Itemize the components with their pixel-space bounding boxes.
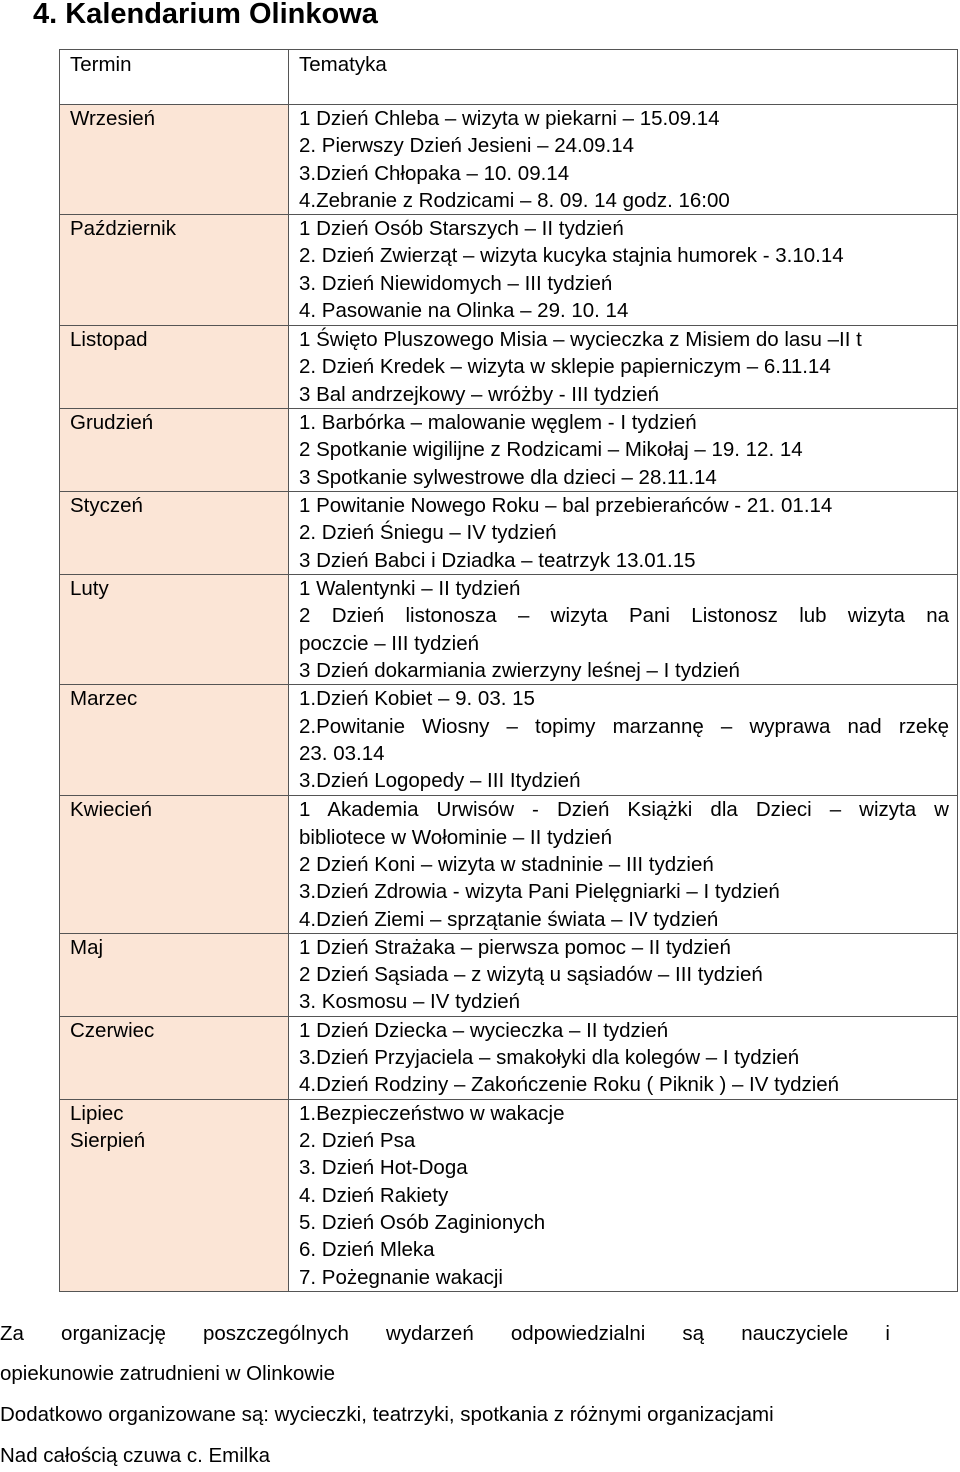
event-item: 1 Dzień Dziecka – wycieczka – II tydzień <box>299 1018 669 1042</box>
event-item: 2. Pierwszy Dzień Jesieni – 24.09.14 <box>299 134 635 158</box>
month-label: Marzec <box>70 687 138 711</box>
event-item: 1 Święto Pluszowego Misia – wycieczka z Misiem do lasu –II t <box>299 328 862 352</box>
event-item: 1 Powitanie Nowego Roku – bal przebierańców - 21. 01.14 <box>299 494 833 518</box>
topic-cell <box>289 933 958 1016</box>
event-item: 3. Dzień Hot-Doga <box>299 1156 468 1180</box>
month-cell <box>60 933 289 1016</box>
event-item: 4.Dzień Ziemi – sprzątanie świata – IV tydzień <box>299 907 719 931</box>
month-label: Kwiecień <box>70 798 153 822</box>
event-item: 2 Dzień Sąsiada – z wizytą u sąsiadów – III tydzień <box>299 963 763 987</box>
month-label: Luty <box>70 577 109 601</box>
footer-line-3: Dodatkowo organizowane są: wycieczki, teatrzyki, spotkania z różnymi organizacjami <box>0 1403 774 1426</box>
event-item: 4. Pasowanie na Olinka – 29. 10. 14 <box>299 299 629 323</box>
footer-line-1: Za organizację poszczególnych wydarzeń odpowiedzialni są nauczyciele i <box>0 1322 890 1345</box>
event-item: poczcie – III tydzień <box>299 631 480 655</box>
footer-line-4: Nad całością czuwa c. Emilka <box>0 1444 271 1467</box>
topic-cell <box>289 215 958 326</box>
month-cell <box>60 1016 289 1099</box>
event-item: 1.Bezpieczeństwo w wakacje <box>299 1101 565 1125</box>
month-label: Lipiec <box>70 1101 124 1125</box>
event-item: 2 Spotkanie wigilijne z Rodzicami – Mikołaj – 19. 12. 14 <box>299 438 803 462</box>
table-row <box>60 105 958 215</box>
header-term: Termin <box>60 50 289 105</box>
month-label: Październik <box>70 217 176 241</box>
event-item: 3 Spotkanie sylwestrowe dla dzieci – 28.11.14 <box>299 465 717 489</box>
event-item: bibliotece w Wołominie – II tydzień <box>299 825 612 849</box>
topic-cell <box>289 1016 958 1099</box>
topic-cell <box>289 409 958 492</box>
month-cell <box>60 575 289 685</box>
event-item: 3 Dzień dokarmiania zwierzyny leśnej – I tydzień <box>299 659 740 683</box>
month-cell <box>60 492 289 575</box>
event-item: 1 Walentynki – II tydzień <box>299 577 521 601</box>
event-item: 3 Bal andrzejkowy – wróżby - III tydzień <box>299 382 660 406</box>
table-row <box>60 409 958 492</box>
table-header-row <box>60 50 958 105</box>
month-label: Listopad <box>70 328 148 352</box>
topic-cell <box>289 492 958 575</box>
event-item: 3.Dzień Chłopaka – 10. 09.14 <box>299 161 570 185</box>
event-item: 3.Dzień Przyjaciela – smakołyki dla kolegów – I tydzień <box>299 1046 800 1070</box>
table-row <box>60 796 958 933</box>
table-row <box>60 575 958 685</box>
event-item: 3 Dzień Babci i Dziadka – teatrzyk 13.01.15 <box>299 548 696 572</box>
event-item: 1 Dzień Chleba – wizyta w piekarni – 15.09.14 <box>299 107 720 130</box>
month-cell <box>60 326 289 409</box>
event-item: 1 Akademia Urwisów - Dzień Książki dla Dzieci – wizyta w <box>299 798 949 822</box>
event-item: 4. Dzień Rakiety <box>299 1183 449 1207</box>
month-label: Grudzień <box>70 411 154 435</box>
event-item: 2. Dzień Psa <box>299 1129 416 1153</box>
header-topic: Tematyka <box>289 50 958 105</box>
month-label: Czerwiec <box>70 1018 155 1042</box>
event-item: 2.Powitanie Wiosny – topimy marzannę – wyprawa nad rzekę <box>299 714 949 738</box>
month-label: Styczeń <box>70 494 143 518</box>
table-row <box>60 933 958 1016</box>
event-item: 2. Dzień Śniegu – IV tydzień <box>299 521 557 545</box>
topic-cell <box>289 685 958 796</box>
event-item: 1 Dzień Osób Starszych – II tydzień <box>299 217 624 241</box>
month-cell <box>60 105 289 215</box>
event-item: 23. 03.14 <box>299 741 385 765</box>
event-item: 2 Dzień Koni – wizyta w stadninie – III tydzień <box>299 852 714 876</box>
table-row <box>60 1016 958 1099</box>
footer-line-2: opiekunowie zatrudnieni w Olinkowie <box>0 1362 336 1385</box>
topic-cell <box>289 1099 958 1291</box>
month-label: Wrzesień <box>70 107 156 130</box>
table-row <box>60 685 958 796</box>
table-row <box>60 492 958 575</box>
month-label: Maj <box>70 935 104 959</box>
topic-cell <box>289 575 958 685</box>
table-row <box>60 1099 958 1291</box>
event-item: 4.Dzień Rodziny – Zakończenie Roku ( Piknik ) – IV tydzień <box>299 1073 840 1097</box>
event-item: 3.Dzień Zdrowia - wizyta Pani Pielęgniarki – I tydzień <box>299 880 780 904</box>
event-item: 6. Dzień Mleka <box>299 1238 435 1262</box>
page-title: 4. Kalendarium Olinkowa <box>33 0 378 30</box>
event-item: 3. Kosmosu – IV tydzień <box>299 990 521 1014</box>
event-item: 1. Barbórka – malowanie węglem - I tydzień <box>299 411 697 435</box>
calendar-table-body <box>60 50 958 1292</box>
month-cell <box>60 685 289 796</box>
event-item: 5. Dzień Osób Zaginionych <box>299 1211 546 1235</box>
month-cell <box>60 215 289 326</box>
topic-cell <box>289 105 958 215</box>
event-item: 1.Dzień Kobiet – 9. 03. 15 <box>299 687 535 711</box>
calendar-table <box>59 49 958 1292</box>
month-cell <box>60 1099 289 1291</box>
event-item: 2. Dzień Zwierząt – wizyta kucyka stajnia humorek - 3.10.14 <box>299 244 844 268</box>
month-label: Sierpień <box>70 1129 146 1153</box>
table-row <box>60 215 958 326</box>
event-item: 4.Zebranie z Rodzicami – 8. 09. 14 godz. 16:00 <box>299 188 730 212</box>
event-item: 2 Dzień listonosza – wizyta Pani Listonosz lub wizyta na <box>299 604 949 628</box>
month-cell <box>60 409 289 492</box>
event-item: 2. Dzień Kredek – wizyta w sklepie papierniczym – 6.11.14 <box>299 355 831 379</box>
event-item: 7. Pożegnanie wakacji <box>299 1265 503 1289</box>
month-cell <box>60 796 289 933</box>
event-item: 3.Dzień Logopedy – III Itydzień <box>299 769 581 793</box>
topic-cell <box>289 796 958 933</box>
event-item: 1 Dzień Strażaka – pierwsza pomoc – II tydzień <box>299 935 731 959</box>
table-row <box>60 326 958 409</box>
topic-cell <box>289 326 958 409</box>
event-item: 3. Dzień Niewidomych – III tydzień <box>299 271 613 295</box>
